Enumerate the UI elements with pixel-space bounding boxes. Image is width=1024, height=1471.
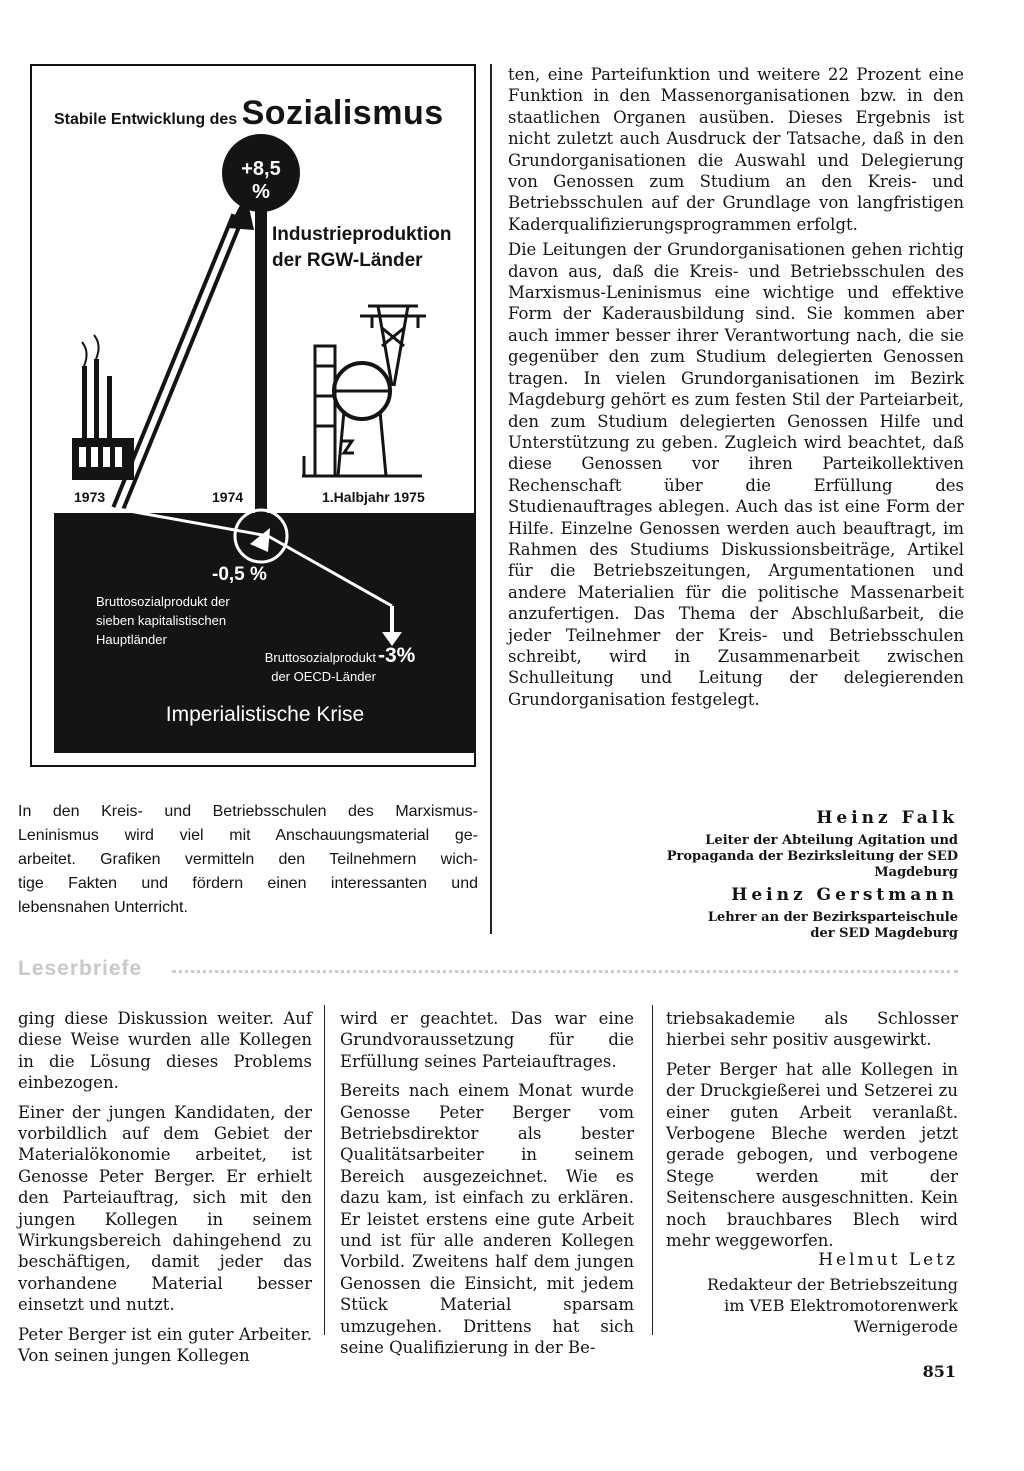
figure-caption [18,800,478,920]
author-name: Heinz Falk [816,808,958,828]
section-heading: Leserbriefe [18,957,143,980]
letters-column-1 [18,1008,312,1371]
section-heading-rule [172,970,958,973]
author-role-line: Magdeburg [874,865,958,880]
column-divider [324,1005,325,1335]
caption-line: tige Fakten und fördern einen interessanten und [18,875,478,892]
decline2-value: -3% [378,644,416,667]
author-role-line: Wernigerode [853,1317,958,1336]
letter-paragraph: triebsakademie als Schlosser hierbei sehr positiv ausgewirkt. [666,1009,958,1050]
letter-paragraph: Peter Berger hat alle Kollegen in der Druckgießerei und Setzerei zu einer guten Arbeit veranlaßt. Verbogene Bleche werden jetzt gerade gebogen, und verbogene Stege werden mit der Seitenschere ausgeschnitten. Kein noch brauchbares Blech wird mehr weggeworfen. [666,1059,958,1251]
decline2-label [222,648,376,686]
decline1-line3: Hauptländer [96,632,167,647]
decline2-line2: der OECD-Länder [271,669,376,684]
letter-paragraph: wird er geachtet. Das war eine Grundvoraussetzung für die Erfüllung seines Parteiauftrages. [340,1009,634,1071]
caption-line: Leninismus wird viel mit Anschauungsmaterial ge- [18,827,478,844]
decline-arrow-1 [118,509,268,536]
year-1974: 1974 [212,489,244,505]
decline2-line1: Bruttosozialprodukt [264,650,376,665]
letter-paragraph: Bereits nach einem Monat wurde Genosse Peter Berger vom Betriebsdirektor als bester Qualitätsarbeiter in seinem Bereich ausgezeichnet. Wie es dazu kam, ist einfach zu erklären. Er leistet erstens eine gute Arbeit und ist für alle anderen Kollegen Vorbild. Zweitens half dem jungen Genossen die Einsicht, mit jedem Stück Material sparsam umzugehen. Drittens hat sich seine Qualifizierung in der Be- [340,1081,634,1358]
decline1-line2: sieben kapitalistischen [96,613,227,628]
page-number: 851 [922,1362,956,1381]
caption-line: In den Kreis- und Betriebsschulen des Marxismus- [18,803,478,820]
figure-title-prefix: Stabile Entwicklung des [54,111,238,128]
decline-arrow-2 [382,606,402,646]
author-role-line: Lehrer an der Bezirksparteischule [707,910,958,925]
author-role-line: Leiter der Abteilung Agitation und [705,833,958,848]
author-role-line: Propaganda der Bezirksleitung der SED [666,849,958,864]
growth-arrow [118,194,254,509]
decline1-label [96,592,230,649]
column-divider [490,64,492,934]
year-1975: 1.Halbjahr 1975 [322,489,425,505]
crisis-label: Imperialistische Krise [165,703,365,726]
decline1-line1: Bruttosozialprodukt der [96,594,230,609]
article-paragraph: ten, eine Parteifunktion und weitere 22 Prozent eine Funktion in den Massenorganisationen bzw. in den staatlichen Organen ausüben. Dieses Ergebnis ist nicht zuletzt auch Ausdruck der Tatsache, daß in den Grundorganisationen die Auswahl und Delegierung von Genossen zum Studium an den Kreis- und Betriebsschulen auf der Grundlage von langfristigen Kaderqualifizierungsprogrammen erfolgt. [508,65,964,234]
author-role [600,833,958,881]
author-name: Heinz Gerstmann [731,885,958,905]
infographic [30,64,476,767]
growth-value: +8,5 % [241,158,281,203]
figure-title-big: Sozialismus [241,94,444,132]
letters-column-3 [666,1008,958,1255]
industrial-plant-icon [302,306,426,476]
decline1-value: -0,5 % [212,564,267,585]
growth-pillar [255,204,267,514]
decline-circle-arrow [250,528,270,552]
letter-paragraph: Einer der jungen Kandidaten, der vorbildlich auf dem Gebiet der Materialökonomie arbeitet, ist Genosse Peter Berger. Er erhielt den Parteiauftrag, sich mit den jungen Kollegen in seinem Wirkungsbereich dahingehend zu beschäftigen, damit jeder das vorhandene Material besser einsetzt und nutzt. [18,1102,312,1315]
decline-line [268,536,392,606]
article-paragraph: Die Leitungen der Grundorganisationen gehen richtig davon aus, daß die Kreis- und Betriebsschulen des Marxismus-Leninismus eine wichtige und effektive Form der Kaderausbildung sind. Sie kommen aber auch immer besser ihrer Verantwortung nach, die sie gegenüber den zum Studium delegierten Genossen tragen. In vielen Grundorganisationen im Bezirk Magdeburg gehört es zum festen Stil der Parteiarbeit, den zum Studium delegierten Genossen Hilfe und Unterstützung zu geben. Zugleich wird beachtet, daß diese Genossen vor ihren Parteikollektiven Rechenschaft über die Erfüllung des Studienauftrages ablegen. Auch das ist eine Form der Hilfe. Einzelne Genossen werden auch beauftragt, im Rahmen des Studiums Diskussionsbeiträge, Artikel für die Betriebszeitungen, Argumentationen und andere Materialien für die politische Massenarbeit anzufertigen. Das Thema der Abschlußarbeit, die jeder Teilnehmer der Kreis- und Betriebsschulen schreibt, wird in Zusammenarbeit zwischen Schulleitung und Leitung der delegierenden Grundorganisation festgelegt. [508,240,964,709]
author-role [666,1274,958,1337]
growth-label-line1: Industrieproduktion [272,224,452,245]
author-role-line: der SED Magdeburg [810,926,958,941]
article-right-column [508,64,964,714]
letter-signature [666,1250,958,1337]
author-role [600,910,958,942]
author-name: Helmut Letz [818,1250,958,1270]
author-role-line: im VEB Elektromotorenwerk [724,1296,958,1315]
letter-paragraph: ging diese Diskussion weiter. Auf diese Weise wurden alle Kollegen in die Lösung dieses Problems einbezogen. [18,1009,312,1093]
growth-label-line2: der RGW-Länder [272,250,423,271]
author-role-line: Redakteur der Betriebszeitung [706,1275,958,1294]
signature-block [600,808,958,942]
growth-label [272,222,451,274]
caption-line: arbeitet. Grafiken vermitteln den Teilnehmern wich- [18,851,478,868]
letter-paragraph: Peter Berger ist ein guter Arbeiter. Von seinen jungen Kollegen [18,1324,312,1366]
year-1973: 1973 [74,489,106,505]
column-divider [652,1005,653,1335]
caption-line: lebensnahen Unterricht. [18,899,188,916]
letters-column-2 [340,1008,634,1363]
factory-icon [72,335,134,480]
